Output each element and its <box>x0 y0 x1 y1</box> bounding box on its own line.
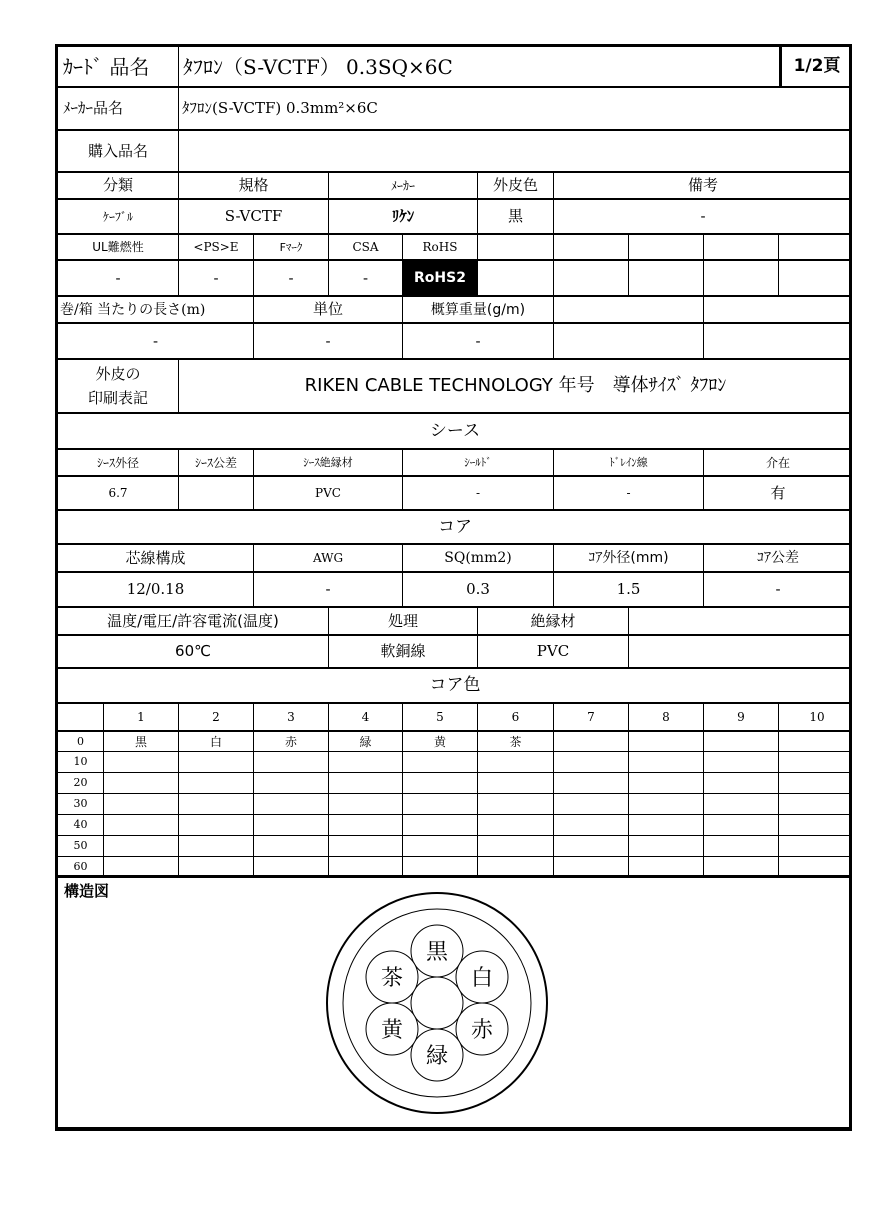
core-color-column-10: 10 <box>809 710 825 724</box>
core-color-cell: 黄 <box>433 734 446 749</box>
roll-value-unit: - <box>325 331 331 350</box>
cert-value-ul: - <box>115 268 121 287</box>
core-value-od: 1.5 <box>616 580 641 598</box>
sheath-header-drain: ﾄﾞﾚｲﾝ線 <box>609 456 648 469</box>
purchase-name-value <box>183 131 778 171</box>
temp-value-insulation: PVC <box>536 642 570 660</box>
core-value-sq: 0.3 <box>466 580 490 598</box>
sheath-header-insulation: ｼｰｽ絶縁材 <box>303 456 353 469</box>
core-color-column-9: 9 <box>737 710 745 724</box>
core-value-tolerance: - <box>775 580 781 598</box>
row-line <box>58 772 849 773</box>
rohs2-badge: RoHS2 <box>403 261 477 295</box>
print-value: RIKEN CABLE TECHNOLOGY 年号 導体ｻｲｽﾞ ﾀﾌﾛﾝ <box>304 375 727 396</box>
col-line <box>703 295 704 358</box>
spec-header-remarks: 備考 <box>687 176 718 194</box>
core-header-od: ｺｱ外径(mm) <box>588 550 669 566</box>
spec-value-jacket-color: 黒 <box>507 207 523 225</box>
cert-header-ul: UL難燃性 <box>92 240 144 254</box>
col-line <box>703 233 704 297</box>
roll-value-length: - <box>152 331 159 350</box>
temp-value-rating: 60℃ <box>175 642 211 660</box>
roll-value-weight: - <box>475 331 481 350</box>
core-header-strand: 芯線構成 <box>125 548 186 567</box>
page-number: 1/2頁 <box>793 56 841 76</box>
core-color-column-4: 4 <box>361 710 370 724</box>
temp-header-rating: 温度/電圧/許容電流(温度) <box>107 611 279 630</box>
cert-value-fmark: - <box>288 268 294 287</box>
maker-name-value: ﾀﾌﾛﾝ(S-VCTF) 0.3mm²×6C <box>182 99 378 117</box>
sheath-value-shield: - <box>475 486 481 500</box>
cert-value-csa: - <box>362 268 369 287</box>
core-color-cell: 緑 <box>359 734 372 749</box>
core-center <box>411 977 463 1029</box>
print-label-line1: 外皮の <box>95 364 141 383</box>
core-color-column-5: 5 <box>436 710 444 724</box>
core-header-tolerance: ｺｱ公差 <box>757 550 799 566</box>
structure-label: 構造図 <box>64 881 110 900</box>
cert-header-fmark: Fﾏｰｸ <box>279 240 303 254</box>
core-color-column-3: 3 <box>287 710 295 724</box>
core-colors-title: コア色 <box>429 675 481 695</box>
temp-header-treatment: 処理 <box>387 611 418 630</box>
spec-value-remarks: - <box>700 207 706 225</box>
core-color-column-7: 7 <box>587 710 595 724</box>
sheath-header-od: ｼｰｽ外径 <box>96 455 139 470</box>
cert-header-csa: CSA <box>352 240 379 254</box>
card-name-value: ﾀﾌﾛﾝ（S-VCTF） 0.3SQ×6C <box>183 54 453 79</box>
cert-header-rohs: RoHS <box>422 240 458 254</box>
sheath-value-tolerance <box>179 477 253 509</box>
core-color-row-label: 10 <box>73 755 88 768</box>
core-color-column-2: 2 <box>212 710 220 724</box>
cert-header-pse: <PS>E <box>193 240 239 254</box>
col-line <box>628 233 629 297</box>
roll-header-length: 巻/箱 当たりの長さ(m) <box>60 301 206 318</box>
spec-sheet <box>55 44 852 1130</box>
sheath-header-tolerance: ｼｰｽ公差 <box>194 455 237 470</box>
sheath-header-shield: ｼｰﾙﾄﾞ <box>464 456 492 469</box>
core-color-row-label: 30 <box>73 797 88 810</box>
sheath-value-insulation: PVC <box>315 486 341 500</box>
spec-header-category: 分類 <box>102 176 133 194</box>
core-value-strand: 12/0.18 <box>126 580 185 598</box>
core-circle-label: 茶 <box>380 966 404 991</box>
core-header-awg: AWG <box>312 551 344 565</box>
sheath-title: シース <box>429 420 481 441</box>
col-line <box>553 295 554 358</box>
col-line <box>778 233 779 297</box>
spec-value-category: ｹｰﾌﾞﾙ <box>102 209 133 224</box>
maker-name-label: ﾒｰｶｰ品名 <box>63 99 124 117</box>
print-label-line2: 印刷表記 <box>87 388 148 407</box>
sheath-value-filler: 有 <box>770 483 786 502</box>
cert-value-pse: - <box>213 268 219 287</box>
spec-value-standard: S-VCTF <box>224 207 283 225</box>
spec-header-standard: 規格 <box>238 176 269 194</box>
core-title: コア <box>438 516 472 537</box>
roll-header-weight: 概算重量(g/m) <box>430 301 526 318</box>
row-line <box>58 856 849 857</box>
row-line <box>58 751 849 752</box>
cable-cross-section-diagram <box>321 887 553 1119</box>
row-line <box>58 875 849 878</box>
core-color-column-8: 8 <box>662 710 670 724</box>
row-line <box>58 835 849 836</box>
col-line <box>477 233 478 297</box>
col-line <box>178 47 179 86</box>
spec-header-jacket-color: 外皮色 <box>492 176 538 194</box>
core-value-awg: - <box>325 580 331 598</box>
core-circle-label: 白 <box>470 966 494 991</box>
core-color-cell: 赤 <box>284 734 297 749</box>
core-header-sq: SQ(mm2) <box>444 550 512 566</box>
sheath-value-drain: - <box>626 486 631 500</box>
core-color-cell: 黒 <box>134 734 147 749</box>
roll-header-unit: 単位 <box>312 300 343 318</box>
sheath-header-filler: 介在 <box>765 455 790 470</box>
core-color-cell: 白 <box>209 734 222 749</box>
core-circle-label: 黄 <box>380 1018 404 1043</box>
core-circle-label: 赤 <box>470 1018 494 1043</box>
core-color-row-label: 50 <box>73 839 88 852</box>
col-line <box>628 606 629 667</box>
sheath-value-od: 6.7 <box>108 486 128 500</box>
spec-header-maker: ﾒｰｶｰ <box>390 178 415 193</box>
core-color-row-label: 0 <box>77 735 84 748</box>
temp-header-insulation: 絶縁材 <box>530 611 576 630</box>
core-color-row-label: 60 <box>73 860 88 873</box>
col-line <box>553 233 554 297</box>
purchase-name-label: 購入品名 <box>87 141 148 160</box>
core-circle-label: 黒 <box>425 940 449 965</box>
core-color-row-label: 40 <box>73 818 88 831</box>
card-name-label: ｶｰﾄﾞ 品名 <box>63 54 150 79</box>
row-line <box>58 814 849 815</box>
row-line <box>58 793 849 794</box>
core-color-cell: 茶 <box>509 734 522 749</box>
temp-value-treatment: 軟銅線 <box>380 642 426 660</box>
core-circle-label: 緑 <box>425 1044 449 1069</box>
core-color-column-6: 6 <box>511 710 520 724</box>
core-color-row-label: 20 <box>73 776 88 789</box>
spec-value-maker: ﾘｹﾝ <box>391 207 415 225</box>
core-color-column-1: 1 <box>137 710 145 724</box>
